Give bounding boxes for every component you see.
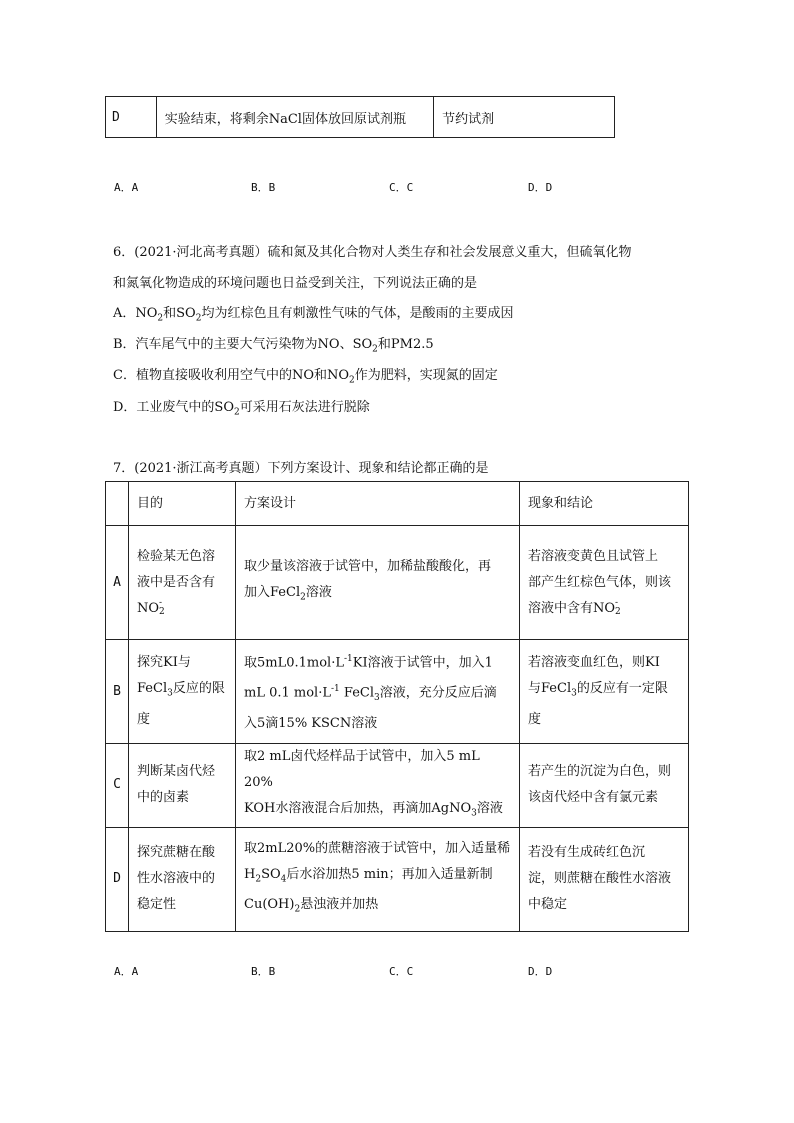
table-row [106,744,689,828]
text: 部产生红棕色气体，则该 [528,574,672,590]
table-row [106,640,689,744]
text: 和SO [163,306,196,321]
purpose-cell [129,827,236,931]
result-cell [520,640,689,744]
text: FeCl [137,681,168,697]
text [244,862,511,893]
q5-option-d: D．D [528,181,553,194]
text: 可采用石灰法进行脱除 [239,400,370,415]
text: FeCl [339,685,375,701]
q6-stem-line-2: 和氮氧化物造成的环境问题也日益受到关注，下列说法正确的是 [113,276,478,291]
sup: - [159,598,163,608]
purpose-cell: 节约试剂 [434,97,615,138]
result-cell [520,526,689,640]
text: 稳定性 [137,897,177,913]
sup: -1 [330,684,340,695]
sub: 2 [615,607,621,617]
result-cell [520,744,689,828]
row-label: B [106,640,129,744]
text: H [244,866,256,882]
text: KOH水溶液混合后加热，再滴加AgNO [244,801,472,816]
sub: 3 [571,688,577,699]
text: C．植物直接吸收利用空气中的NO和NO [113,368,350,383]
text: 探究KI与 [137,655,191,671]
q7-stem: 7．(2021·浙江高考真题）下列方案设计、现象和结论都正确的是 [113,461,489,476]
text: 中的卤素 [137,790,190,806]
sub: 2 [255,874,262,885]
experiment-table-continued [105,96,615,138]
text: 取2 mL卤代烃样品于试管中，加入5 mL 20% [244,749,480,790]
text: 若溶液变黄色且试管上 [528,548,659,564]
text: 取2mL20%的蔗糖溶液于试管中，加入适量稀 [244,840,511,856]
text: 入5滴15% KSCN溶液 [244,716,378,732]
sub: 2 [159,607,165,617]
text: 度 [137,711,151,727]
text: 反应的限 [172,681,225,697]
q7-option-c: C．C [389,965,414,978]
text: 作为肥料，实现氮的固定 [354,368,498,383]
row-label: A [106,526,129,640]
operation-cell: 实验结束，将剩余NaCl固体放回原试剂瓶 [156,97,433,138]
result-cell [520,827,689,931]
row-label: D [106,97,157,138]
text: 若产生的沉淀为白色，则 [528,764,672,780]
q6-option-b [113,333,434,355]
text: 检验某无色溶 [137,548,216,564]
q7-option-b: B．B [251,965,276,978]
text [137,596,227,622]
row-label: D [106,827,129,931]
q5-option-b: B．B [251,181,276,194]
q6-option-a [113,302,513,324]
sub: 2 [234,407,240,418]
text: 该卤代烃中含有氯元素 [528,790,659,806]
text: KI溶液于试管中，加入1 [352,655,493,671]
text: 溶液中含有NO [528,600,616,616]
table-row [106,97,615,138]
purpose-cell [129,640,236,744]
q7-table [105,481,689,932]
purpose-cell [129,526,236,640]
row-label: C [106,744,129,828]
sup: - [615,598,619,608]
text: SO [261,866,281,882]
text [528,676,680,707]
table-header-row [106,482,689,526]
header-blank [106,482,129,526]
text: B．汽车尾气中的主要大气污染物为NO、SO [113,337,373,352]
design-cell [236,640,520,744]
text [244,892,511,923]
design-cell [236,744,520,828]
q5-option-a: A．A [114,181,139,194]
text: 和PM2.5 [377,337,434,352]
table-row [106,526,689,640]
sub: 2 [300,592,306,603]
text: 后水浴加热5 min；再加入适量新制 [286,866,493,882]
sup: -1 [343,653,353,664]
text [244,646,511,676]
sub: 2 [294,904,301,915]
q7-option-a: A．A [114,965,139,978]
header-result: 现象和结论 [520,482,689,526]
sub: 2 [372,344,378,355]
text: 淀，则蔗糖在酸性水溶液 [528,871,672,887]
sub: 2 [195,313,202,324]
text: 若溶液变血红色，则KI [528,655,660,671]
text: NO [137,600,160,616]
sub: 3 [471,808,477,819]
text: 探究蔗糖在酸 [137,845,216,861]
text: A．NO [113,306,158,321]
text: 加入FeCl [244,585,301,601]
text [244,796,511,827]
q6-option-d [113,396,370,418]
text: 取少量该溶液于试管中，加稀盐酸酸化，再 [244,559,492,575]
text: 溶液 [305,585,332,601]
text [528,596,680,622]
sub: 3 [167,688,173,699]
sub: 2 [349,375,355,386]
text: mL 0.1 mol·L [244,685,331,701]
q6-stem-line-1: 6．(2021·河北高考真题）硫和氮及其化合物对人类生存和社会发展意义重大，但硫氧化物 [113,245,632,260]
header-design: 方案设计 [236,482,520,526]
text: 溶液 [476,801,503,816]
text: 液中是否含有 [137,574,216,590]
text: 中稳定 [528,897,568,913]
text: D．工业废气中的SO [113,400,234,415]
text: 性水溶液中的 [137,871,216,887]
design-cell [236,827,520,931]
design-cell [236,526,520,640]
q5-option-c: C．C [389,181,414,194]
text: 若没有生成砖红色沉 [528,845,646,861]
sub: 4 [280,874,287,885]
text: 悬浊液并加热 [300,897,379,913]
purpose-cell [129,744,236,828]
text [137,676,227,707]
text [244,676,511,711]
text: 度 [528,711,542,727]
sub: 2 [157,313,164,324]
q6-option-c [113,364,498,386]
q7-option-d: D．D [528,965,553,978]
text: 与FeCl [528,681,572,697]
text: 判断某卤代烃 [137,764,216,780]
text: 的反应有一定限 [576,681,668,697]
table-row [106,827,689,931]
header-purpose: 目的 [129,482,236,526]
text: 取5mL0.1mol·L [244,655,344,671]
text [244,580,511,611]
text: 溶液，充分反应后滴 [379,685,497,701]
text: 均为红棕色且有刺激性气味的气体，是酸雨的主要成因 [201,306,514,321]
sub: 3 [374,693,380,704]
text: Cu(OH) [244,897,295,913]
